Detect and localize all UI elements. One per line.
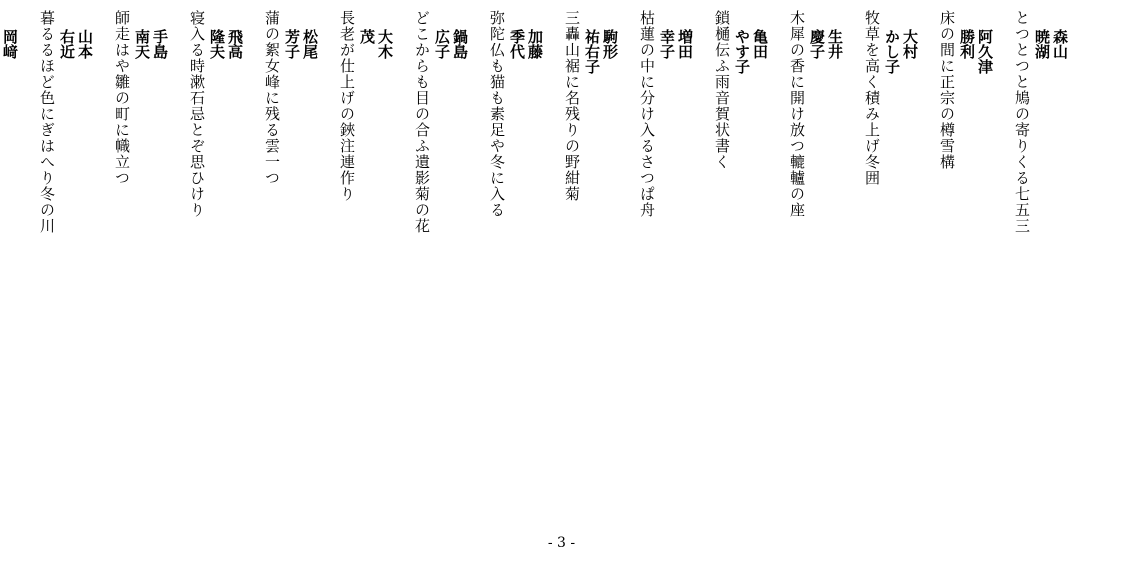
author-given-name: 隆夫 xyxy=(208,29,226,59)
haiku-entry xyxy=(188,10,244,218)
author-surname: 松尾 xyxy=(301,29,319,59)
haiku-entry xyxy=(713,10,769,170)
author-given-name: かし子 xyxy=(883,29,901,74)
author-name xyxy=(133,10,169,186)
author-name xyxy=(658,10,694,218)
haiku-verse: 蒲の絮女峰に残る雲一つ xyxy=(263,10,281,186)
haiku-entry xyxy=(263,10,319,186)
author-given-name: 暁湖 xyxy=(1033,29,1051,59)
author-given-name: やす子 xyxy=(733,29,751,74)
author-given-name: 広子 xyxy=(433,29,451,59)
author-name xyxy=(58,10,94,234)
haiku-verse: 鎖樋伝ふ雨音賀状書く xyxy=(713,10,731,170)
haiku-entry xyxy=(863,10,919,186)
haiku-verse: 木犀の香に開け放つ轆轤の座 xyxy=(788,10,806,218)
haiku-entry xyxy=(1013,10,1069,234)
haiku-verse: どこからも目の合ふ遺影菊の花 xyxy=(413,10,431,234)
page-number: - 3 - xyxy=(547,535,576,551)
author-given-name: 幸子 xyxy=(658,29,676,59)
haiku-verse: 暮るるほど色にぎはへり冬の川 xyxy=(38,10,56,234)
author-surname: 山本 xyxy=(76,29,94,59)
haiku-entry xyxy=(113,10,169,186)
author-given-name: 茂 xyxy=(358,29,376,44)
author-given-name: 南天 xyxy=(133,29,151,59)
haiku-verse: 長老が仕上げの鋏注連作り xyxy=(338,10,356,202)
author-name xyxy=(433,10,469,234)
haiku-entry xyxy=(338,10,394,202)
author-given-name: 慶子 xyxy=(808,29,826,59)
author-surname: 手島 xyxy=(151,29,169,59)
haiku-entry xyxy=(563,10,619,202)
haiku-verse: 床の間に正宗の樽雪構 xyxy=(938,10,956,170)
author-surname: 鍋島 xyxy=(451,29,469,59)
haiku-entry xyxy=(638,10,694,218)
haiku-entry xyxy=(488,10,544,218)
author-name xyxy=(958,10,994,170)
author-name xyxy=(733,10,769,170)
author-surname: 岡﨑 xyxy=(1,29,19,59)
author-surname: 森山 xyxy=(1051,29,1069,59)
haiku-entry xyxy=(413,10,469,234)
haiku-entry xyxy=(938,10,994,170)
author-surname: 亀田 xyxy=(751,29,769,59)
author-surname: 飛高 xyxy=(226,29,244,59)
author-surname: 阿久津 xyxy=(976,29,994,74)
author-name xyxy=(0,10,19,234)
author-name xyxy=(808,10,844,218)
author-name xyxy=(883,10,919,186)
author-surname: 生井 xyxy=(826,29,844,59)
author-given-name xyxy=(0,29,1,59)
author-given-name: 勝利 xyxy=(958,29,976,59)
author-surname: 大木 xyxy=(376,29,394,59)
haiku-entry xyxy=(0,10,19,234)
haiku-verse: とつとつと鳩の寄りくる七五三 xyxy=(1013,10,1031,234)
haiku-verse: 三轟山裾に名残りの野紺菊 xyxy=(563,10,581,202)
haiku-verse: 牧草を高く積み上げ冬囲 xyxy=(863,10,881,186)
haiku-entry xyxy=(38,10,94,234)
author-given-name: 季代 xyxy=(508,29,526,59)
author-name xyxy=(583,10,619,202)
author-surname: 加藤 xyxy=(526,29,544,59)
author-name xyxy=(208,10,244,218)
author-given-name: 右近 xyxy=(58,29,76,59)
author-surname: 大村 xyxy=(901,29,919,59)
author-given-name: 芳子 xyxy=(283,29,301,59)
haiku-columns xyxy=(0,10,1069,310)
author-name xyxy=(508,10,544,218)
author-name xyxy=(1033,10,1069,234)
author-surname: 駒形 xyxy=(601,29,619,59)
haiku-verse: 枯蓮の中に分け入るさつぱ舟 xyxy=(638,10,656,218)
haiku-verse: 寝入る時漱石忌とぞ思ひけり xyxy=(188,10,206,218)
author-given-name: 祐右子 xyxy=(583,29,601,74)
haiku-verse: 弥陀仏も猫も素足や冬に入る xyxy=(488,10,506,218)
haiku-verse: 師走はや雛の町に幟立つ xyxy=(113,10,131,186)
haiku-entry xyxy=(788,10,844,218)
author-surname: 増田 xyxy=(676,29,694,59)
author-name xyxy=(283,10,319,186)
author-name xyxy=(358,10,394,202)
